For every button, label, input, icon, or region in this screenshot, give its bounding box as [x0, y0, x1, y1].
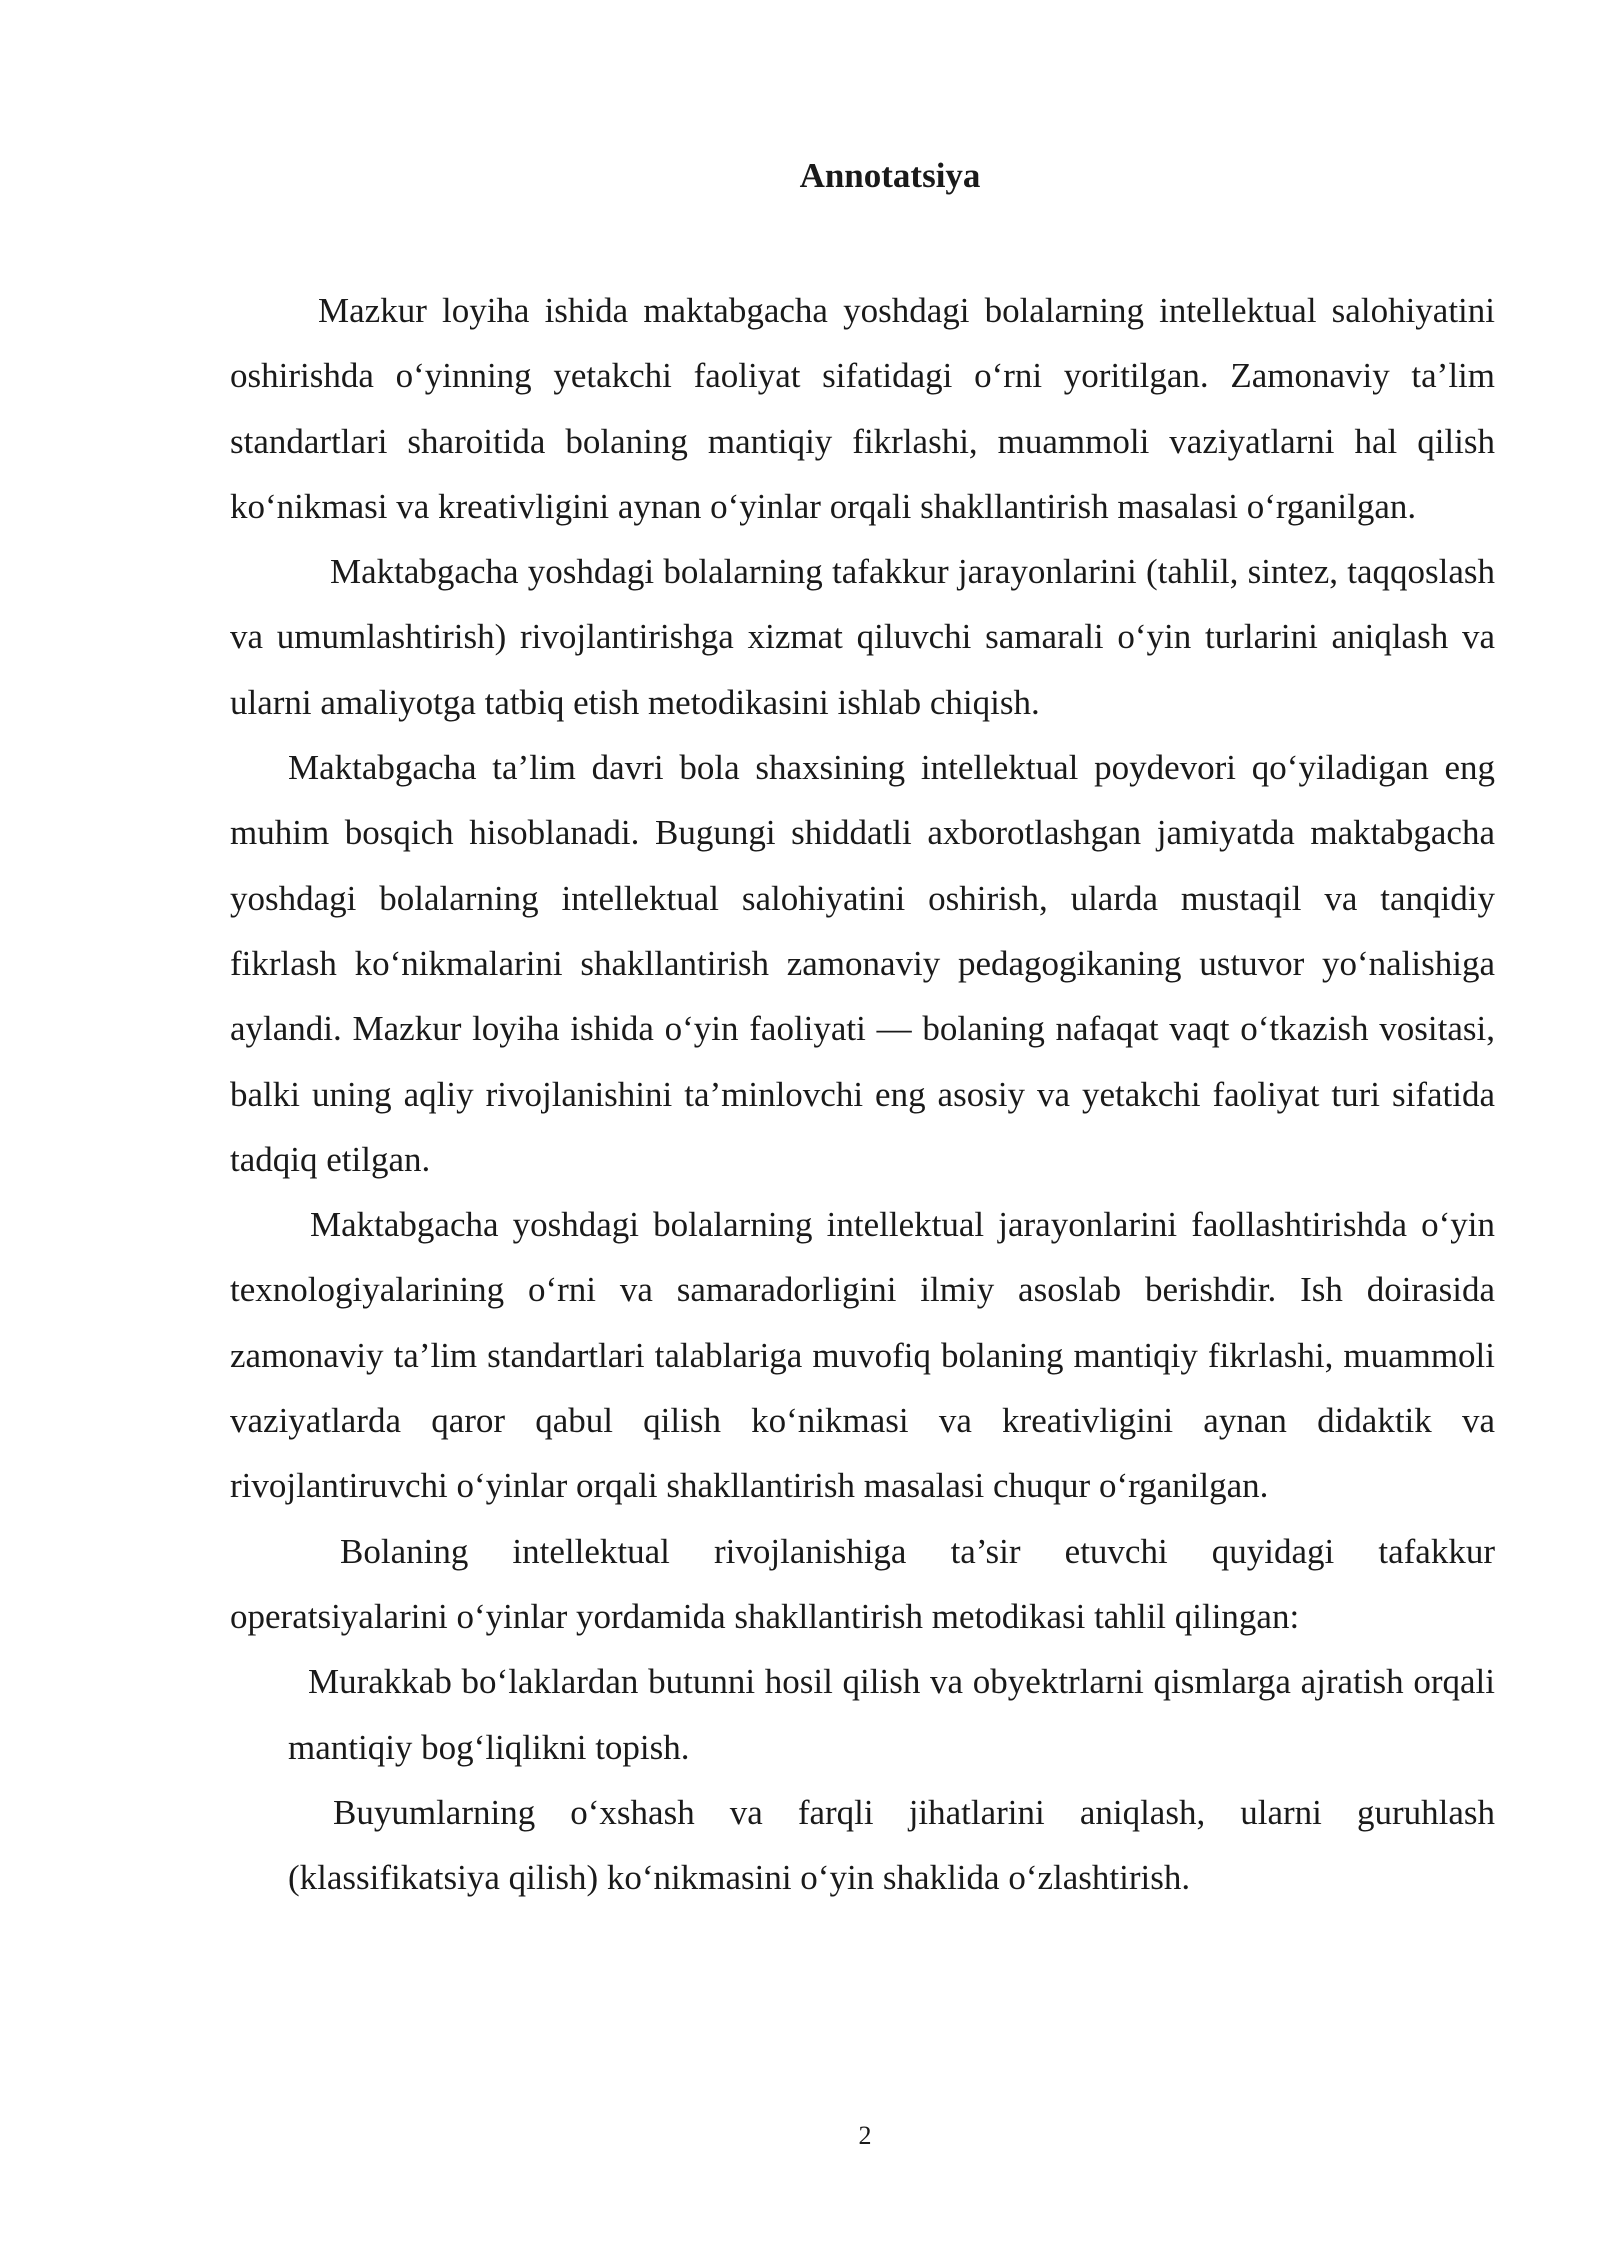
list-item-comparison-classification: Buyumlarning o‘xshash va farqli jihatlarini aniqlash, ularni guruhlash (klassifikatsiya qilish) ko‘nikmasini o‘yin shaklida o‘zlashtirish. — [288, 1792, 1495, 1898]
page-title: Annotatsiya — [799, 156, 981, 195]
page-number: 2 — [858, 2121, 872, 2150]
list-item-analysis-synthesis: Murakkab bo‘laklardan butunni hosil qilish va obyektrlarni qismlarga ajratish orqali mantiqiy bog‘liqlikni topish. — [288, 1662, 1495, 1767]
paragraph-operations-intro: Bolaning intellektual rivojlanishiga ta’sir etuvchi quyidagi tafakkur operatsiyalarini o‘yinlar yordamida shakllantirish metodikasi tahlil qilingan: — [230, 1531, 1495, 1636]
paragraph-objective: Maktabgacha yoshdagi bolalarning tafakkur jarayonlarini (tahlil, sintez, taqqoslash va umumlashtirish) rivojlantirishga xizmat qiluvchi samarali o‘yin turlarini aniqlash va ularni amaliyotga tatbiq etish metodikasini ishlab chiqish. — [230, 552, 1495, 722]
document-body — [230, 278, 1495, 1910]
paragraph-relevance: Maktabgacha ta’lim davri bola shaxsining intellektual poydevori qo‘yiladigan eng muhim bosqich hisoblanadi. Bugungi shiddatli axborotlashgan jamiyatda maktabgacha yoshdagi bolalarning intellektual salohiyatini oshirish, ularda mustaqil va tanqidiy fikrlash ko‘nikmalarini shakllantirish zamonaviy pedagogikaning ustuvor yo‘nalishiga aylandi. Mazkur loyiha ishida o‘yin faoliyati — bolaning nafaqat vaqt o‘tkazish vositasi, balki uning aqliy rivojlanishini ta’minlovchi eng asosiy va yetakchi faoliyat turi sifatida tadqiq etilgan. — [230, 748, 1495, 1179]
paragraph-intro: Mazkur loyiha ishida maktabgacha yoshdagi bolalarning intellektual salohiyatini oshirishda o‘yinning yetakchi faoliyat sifatidagi o‘rni yoritilgan. Zamonaviy ta’lim standartlari sharoitida bolaning mantiqiy fikrlashi, muammoli vaziyatlarni hal qilish ko‘nikmasi va kreativligini aynan o‘yinlar orqali shakllantirish masalasi o‘rganilgan. — [230, 291, 1495, 526]
paragraph-purpose: Maktabgacha yoshdagi bolalarning intellektual jarayonlarini faollashtirishda o‘yin texnologiyalarining o‘rni va samaradorligini ilmiy asoslab berishdir. Ish doirasida zamonaviy ta’lim standartlari talablariga muvofiq bolaning mantiqiy fikrlashi, muammoli vaziyatlarda qaror qabul qilish ko‘nikmasi va kreativligini aynan didaktik va rivojlantiruvchi o‘yinlar orqali shakllantirish masalasi chuqur o‘rganilgan. — [230, 1205, 1495, 1506]
